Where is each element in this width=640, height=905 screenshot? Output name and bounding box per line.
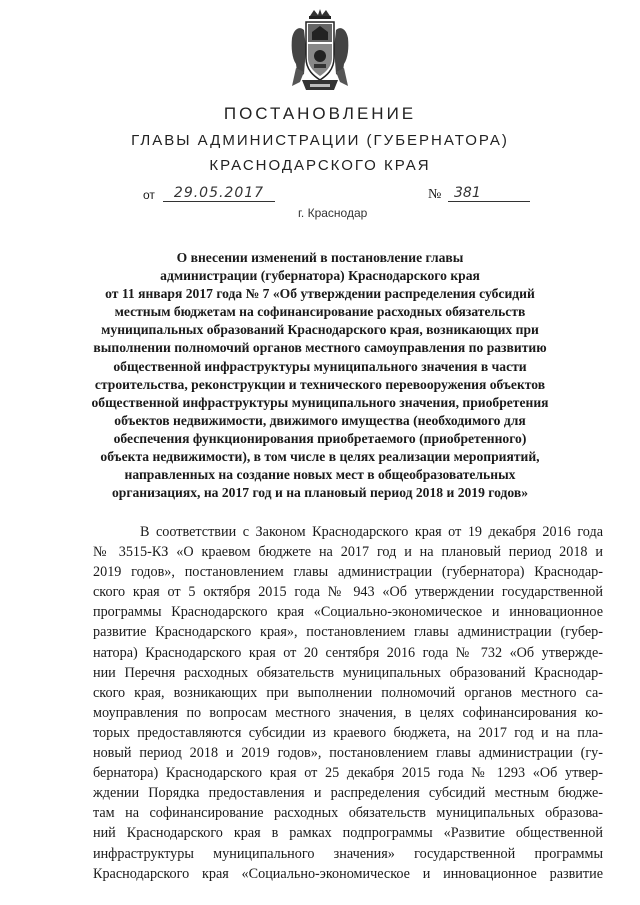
subject-line: обеспечения функционирования приобретаемого (приобретенного) (113, 430, 527, 446)
subject-line: выполнении полномочий органов местного самоуправления по развитию (93, 340, 547, 356)
krasnodar-coat-of-arms-emblem (288, 8, 352, 92)
body-line: № 3515-КЗ «О краевом бюджете на 2017 год и на плановый период 2018 и (93, 544, 603, 561)
body-line: бернатора) Краснодарского края от 25 декабря 2015 года № 1293 «Об утвер- (93, 765, 603, 782)
date-number-row (0, 185, 640, 207)
subject-line: общественной инфраструктуры муниципального значения в части (113, 358, 527, 374)
body-line: моуправления по вопросам местного значения, в целях софинансирования ко- (93, 704, 603, 721)
body-line: ждении Порядка предоставления и распределения субсидий местным бюдже- (93, 785, 603, 802)
subject-line: направленных на создание новых мест в общеобразовательных (124, 467, 516, 483)
date-value: 29.05.2017 (163, 185, 275, 202)
body-line: нии Перечня расходных обязательств муниципальных образований Краснодар- (93, 664, 603, 681)
subject-line: местным бюджетам на софинансирование расходных обязательств (114, 304, 526, 320)
body-line: программы Краснодарского края «Социально-экономическое и инновационное (93, 604, 603, 621)
subject-line: общественной инфраструктуры муниципального значения, приобретения (91, 394, 549, 410)
body-line: там на софинансирование расходных обязательств муниципальных образова- (93, 805, 603, 822)
body-line: развитие Краснодарского края», постановлением главы администрации (губер- (93, 624, 603, 641)
subject-line: О внесении изменений в постановление главы (176, 250, 464, 265)
city-name: г. Краснодар (298, 206, 368, 220)
subject-line: объекта недвижимости), в том числе в целях реализации мероприятий, (100, 449, 540, 465)
body-line: 2019 годов», постановлением главы администрации (губернатора) Краснодар- (93, 564, 603, 581)
body-line: натора) Краснодарского края от 20 сентября 2016 года № 732 «Об утвержде- (93, 644, 603, 661)
body-line: ского края, возникающих при выполнении полномочий органов местного са- (93, 684, 603, 701)
body-paragraph (93, 522, 603, 884)
body-line: ского края от 5 октября 2015 года № 943 «Об утверждении государственной (93, 584, 603, 601)
number-label: № (428, 187, 442, 202)
subject-line: объектов недвижимости, движимого имущества (необходимого для (114, 412, 526, 428)
document-subject (90, 249, 550, 502)
subject-line: муниципальных образований Краснодарского края, возникающих при (101, 322, 539, 338)
subject-line: от 11 января 2017 года № 7 «Об утверждении распределения субсидий (105, 286, 535, 302)
issuer-line-2: КРАСНОДАРСКОГО КРАЯ (209, 157, 431, 174)
body-line: новый период 2018 и 2019 годов», постановлением главы администрации (гу- (93, 745, 603, 762)
body-line: Краснодарского края «Социально-экономическое и инновационное развитие (93, 865, 603, 882)
subject-line: строительства, реконструкции и технического перевооружения объектов (94, 376, 546, 392)
body-line: торых предоставляются субсидии из краевого бюджета, на 2017 год и на пла- (93, 724, 603, 741)
subject-line: организациях, на 2017 год и на плановый период 2018 и 2019 годов» (111, 485, 529, 501)
issuer-line-1: ГЛАВЫ АДМИНИСТРАЦИИ (ГУБЕРНАТОРА) (131, 132, 509, 149)
body-line: В соответствии с Законом Краснодарского края от 19 декабря 2016 года (140, 524, 603, 540)
document-type-title: ПОСТАНОВЛЕНИЕ (223, 104, 417, 123)
subject-line: администрации (губернатора) Краснодарского края (160, 268, 480, 284)
body-line: ний Краснодарского края в рамках подпрограммы «Развитие общественной (93, 825, 603, 842)
number-value: 381 (448, 185, 530, 202)
date-label: от (143, 188, 155, 202)
body-line: инфраструктуры муниципального значения» государственной программы (93, 845, 603, 862)
